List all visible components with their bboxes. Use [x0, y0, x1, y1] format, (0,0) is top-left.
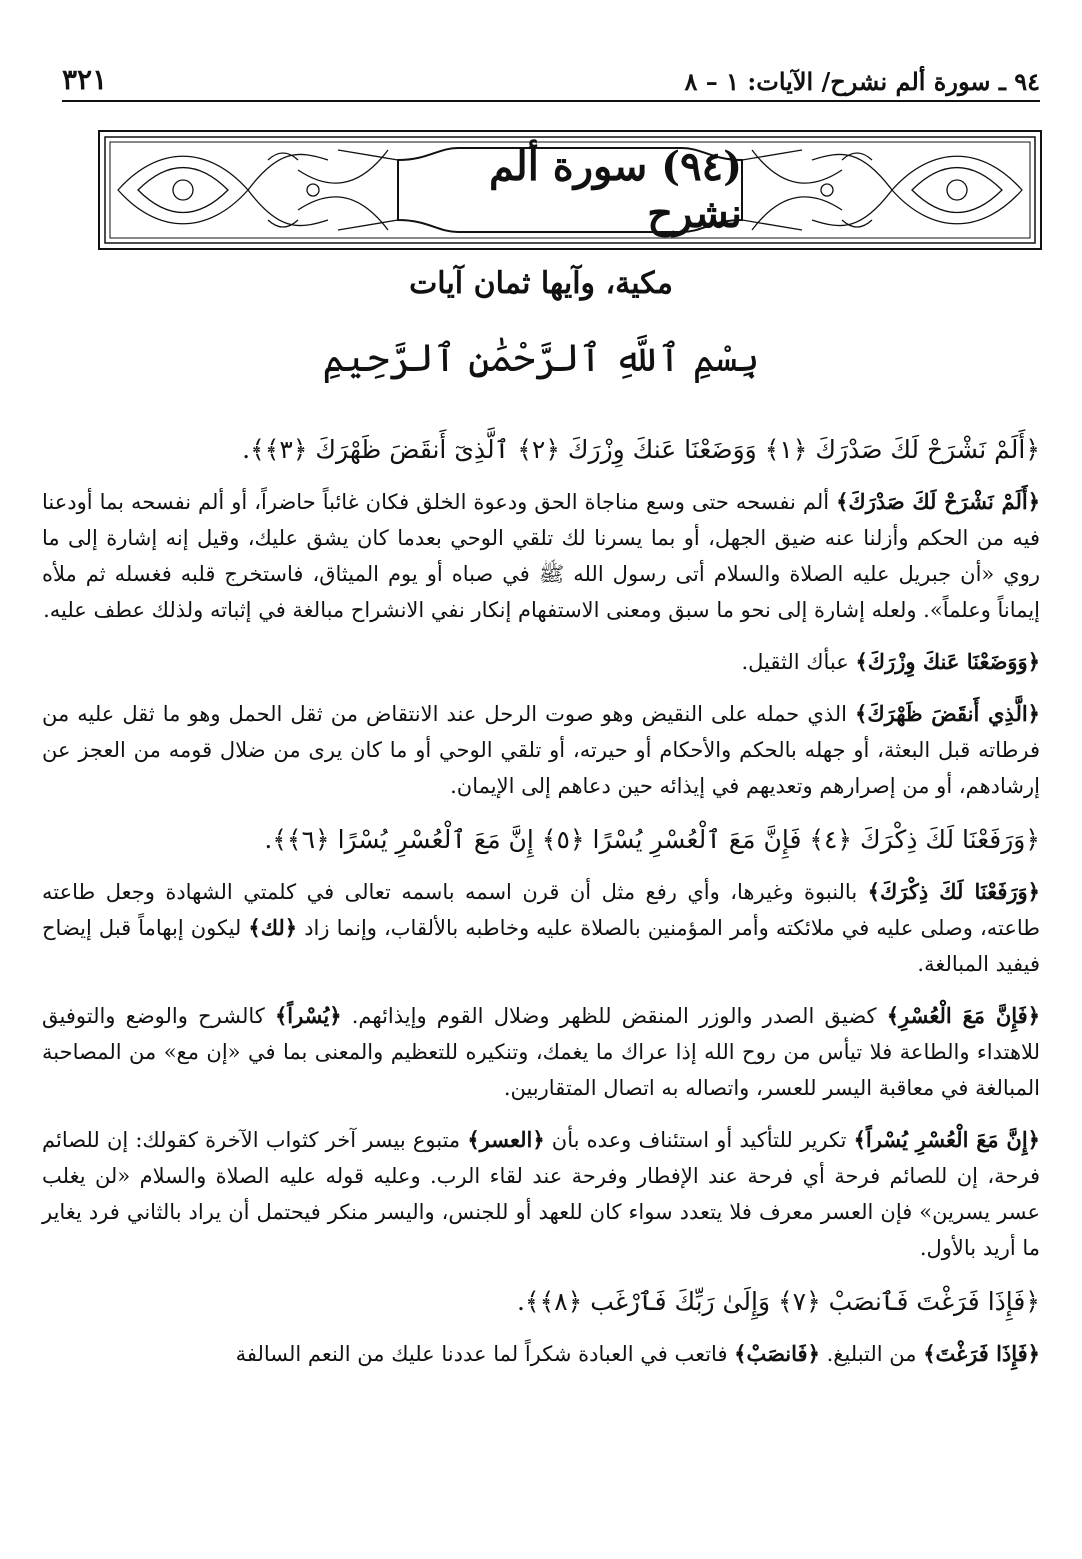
commentary-text: تكرير للتأكيد أو استئناف وعده بأن	[544, 1128, 854, 1152]
commentary-paragraph-6	[42, 1122, 1040, 1266]
commentary-text: من التبليغ.	[819, 1342, 924, 1366]
running-header-title: ٩٤ ـ سورة ألم نشرح/ الآيات: ١ – ٨	[684, 67, 1040, 96]
quoted-word: ﴿يُسْراً﴾	[274, 1003, 342, 1028]
commentary-text: بالنبوة وغيرها، وأي رفع مثل أن قرن اسمه باسمه تعالى في كلمتي الشهادة وجعل طاعته طاعته، وصلى عليه في ملائكته وأمر المؤمنين بالصلاة عليه وخاطبه بالألقاب، وإنما زاد	[42, 880, 1040, 940]
quoted-verse: ﴿الَّذِي أَنقَضَ ظَهْرَكَ﴾	[855, 701, 1040, 726]
commentary-text: الذي حمله على النقيض وهو صوت الرحل عند الانتقاض من ثقل الحمل وهو ما ثقل عليه من فرطاته قبل البعثة، أو جهله بالحكم والأحكام أو حيرته، أو تلقي الوحي أو ما كان يرى من ضلال قومه من العجز عن إرشادهم، أو من إصرارهم وتعديهم في إيذائه حين دعاهم إلى الإيمان.	[42, 702, 1040, 798]
commentary-paragraph-1	[42, 484, 1040, 628]
page-number: ٣٢١	[62, 63, 108, 96]
quoted-verse: ﴿فَإِذَا فَرَغْتَ﴾	[923, 1341, 1040, 1366]
surah-title: (٩٤) سورة ألم نشرح	[488, 143, 742, 237]
running-header	[62, 56, 1040, 102]
commentary-paragraph-3	[42, 696, 1040, 804]
commentary-text: ألم نفسحه حتى وسع مناجاة الحق ودعوة الخلق فكان غائباً حاضراً، أو ألم نفسحه بما أودعنا فيه من الحكم وأزلنا عنه ضيق الجهل، أو بما يسرنا لك تلقي الوحي بعدما كان يشق عليك، وقيل إنه إشارة إلى ما روي «أن جبريل عليه الصلاة والسلام أتى رسول الله ﷺ في صباه أو يوم الميثاق، فاستخرج قلبه فغسله ثم ملأه إيماناً وعلماً». ولعله إشارة إلى نحو ما سبق ومعنى الاستفهام إنكار نفي الانشراح مبالغة في إثباته ولذلك عطف عليه.	[42, 490, 1040, 622]
commentary-text: كالشرح والوضع والتوفيق للاهتداء والطاعة فلا تيأس من روح الله إذا عراك ما يغمك، وتنكيره للتعظيم والمعنى بما في «إن مع» من المصاحبة المبالغة في معاقبة اليسر للعسر، واتصاله به اتصال المتقاربين.	[42, 1004, 1040, 1100]
verse-block-3: ﴿فَإِذَا فَرَغْتَ فَٱنصَبْ ﴿٧﴾ وَإِلَىٰ رَبِّكَ فَٱرْغَب ﴿٨﴾﴾.	[516, 1287, 1040, 1316]
quoted-word: ﴿فَانصَبْ﴾	[734, 1341, 820, 1366]
commentary-paragraph-4	[42, 874, 1040, 982]
commentary-text: كضيق الصدر والوزر المنقض للظهر وضلال القوم وإيذائهم.	[341, 1004, 887, 1028]
commentary-body	[42, 430, 1040, 1388]
quoted-word: ﴿العسر﴾	[467, 1127, 545, 1152]
commentary-text: ليكون إبهاماً قبل إيضاح فيفيد المبالغة.	[42, 916, 1040, 976]
commentary-paragraph-7	[42, 1336, 1040, 1372]
commentary-text: فاتعب في العبادة شكراً لما عددنا عليك من النعم السالفة	[235, 1342, 735, 1366]
commentary-text: متبوع بيسر آخر كثواب الآخرة كقولك: إن للصائم فرحة، إن للصائم فرحة أي فرحة عند الإفطار وفرحة عند لقاء الرب. وعليه قوله عليه الصلاة والسلام «لن يغلب عسر يسرين» فإن العسر معرف فلا يتعدد سواء كان للعهد أو للجنس، واليسر منكر فيحتمل أن يراد بالثاني فرد يغاير ما أريد بالأول.	[42, 1128, 1040, 1260]
quoted-verse: ﴿وَرَفَعْنَا لَكَ ذِكْرَكَ﴾	[867, 879, 1040, 904]
quoted-verse: ﴿وَوَضَعْنَا عَنكَ وِزْرَكَ﴾	[855, 649, 1040, 674]
surah-banner	[98, 130, 1042, 250]
commentary-paragraph-5	[42, 998, 1040, 1106]
quoted-word: ﴿لك﴾	[248, 915, 298, 940]
quoted-verse: ﴿إِنَّ مَعَ الْعُسْرِ يُسْراً﴾	[853, 1127, 1040, 1152]
verse-block-2: ﴿وَرَفَعْنَا لَكَ ذِكْرَكَ ﴿٤﴾ فَإِنَّ مَعَ ٱلْعُسْرِ يُسْرًا ﴿٥﴾ إِنَّ مَعَ ٱلْعُسْرِ يُسْرًا ﴿٦﴾﴾.	[264, 825, 1040, 854]
verse-block-1: ﴿أَلَمْ نَشْرَحْ لَكَ صَدْرَكَ ﴿١﴾ وَوَضَعْنَا عَنكَ وِزْرَكَ ﴿٢﴾ ٱلَّذِىٓ أَنقَضَ ظَهْرَكَ ﴿٣﴾﴾.	[242, 435, 1040, 464]
commentary-paragraph-2	[42, 644, 1040, 680]
surah-subtitle: مكية، وآيها ثمان آيات	[409, 266, 673, 301]
quoted-verse: ﴿فَإِنَّ مَعَ الْعُسْرِ﴾	[886, 1003, 1040, 1028]
quoted-verse: ﴿أَلَمْ نَشْرَحْ لَكَ صَدْرَكَ﴾	[836, 489, 1041, 514]
basmala: بِسْمِ ٱللَّهِ ٱلرَّحْمَٰنِ ٱلرَّحِيمِ	[322, 336, 760, 380]
commentary-text: عبأك الثقيل.	[741, 650, 856, 674]
